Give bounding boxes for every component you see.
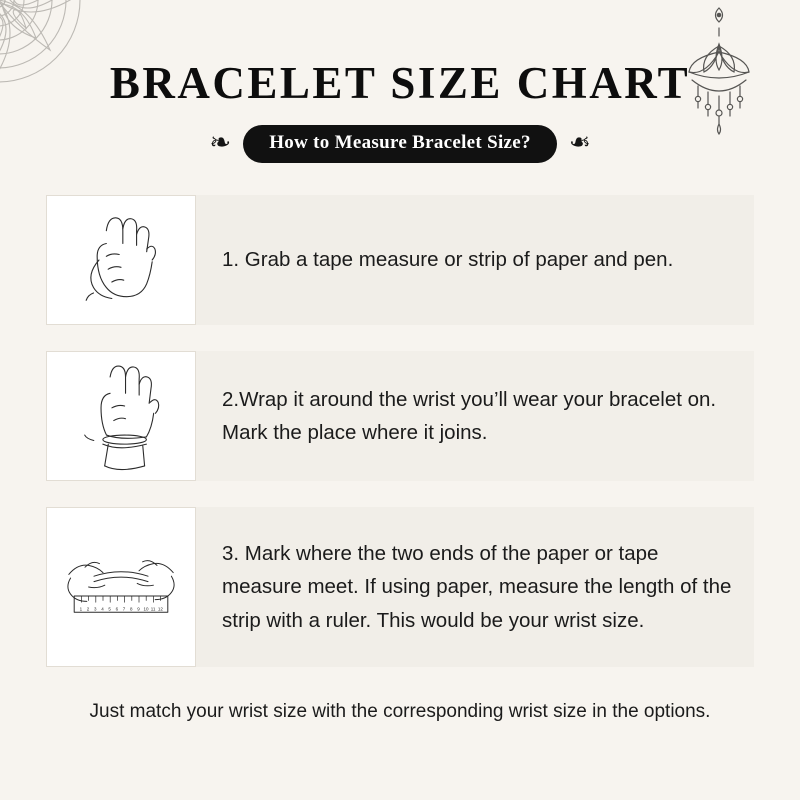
step-text-3: 3. Mark where the two ends of the paper or tape measure meet. If using paper, measure the length of the strip with a ruler. This would be your wrist size. — [222, 542, 732, 632]
svg-text:2: 2 — [86, 606, 90, 612]
svg-text:7: 7 — [122, 606, 126, 612]
svg-text:8: 8 — [130, 606, 133, 612]
step-text-1: 1. Grab a tape measure or strip of paper and pen. — [222, 248, 674, 272]
svg-text:11: 11 — [150, 606, 156, 612]
hand-with-tape-around-wrist-illustration — [46, 351, 196, 481]
page-title: BRACELET SIZE CHART — [109, 58, 691, 108]
svg-text:4: 4 — [101, 606, 104, 612]
svg-text:3: 3 — [94, 606, 97, 612]
flourish-left-icon: ❧ — [209, 128, 232, 157]
svg-text:5: 5 — [108, 606, 111, 612]
step-item-1 — [46, 195, 754, 325]
flourish-right-icon: ❧ — [568, 128, 591, 157]
steps-list — [0, 195, 800, 667]
subtitle-badge: How to Measure Bracelet Size? — [243, 125, 557, 163]
svg-text:10: 10 — [143, 606, 149, 612]
svg-text:1: 1 — [79, 606, 83, 612]
step-item-2 — [46, 351, 754, 481]
footer-note: Just match your wrist size with the corresponding wrist size in the options. — [89, 701, 711, 722]
step-text-2: 2.Wrap it around the wrist you’ll wear your bracelet on. Mark the place where it joins. — [222, 387, 717, 444]
svg-text:6: 6 — [115, 606, 119, 612]
step-item-3 — [46, 507, 754, 667]
svg-text:12: 12 — [157, 606, 163, 612]
subtitle-row — [0, 125, 800, 163]
svg-text:9: 9 — [137, 606, 140, 612]
hands-measuring-strip-with-ruler-illustration — [46, 507, 196, 667]
hand-fist-with-tape-illustration — [46, 195, 196, 325]
